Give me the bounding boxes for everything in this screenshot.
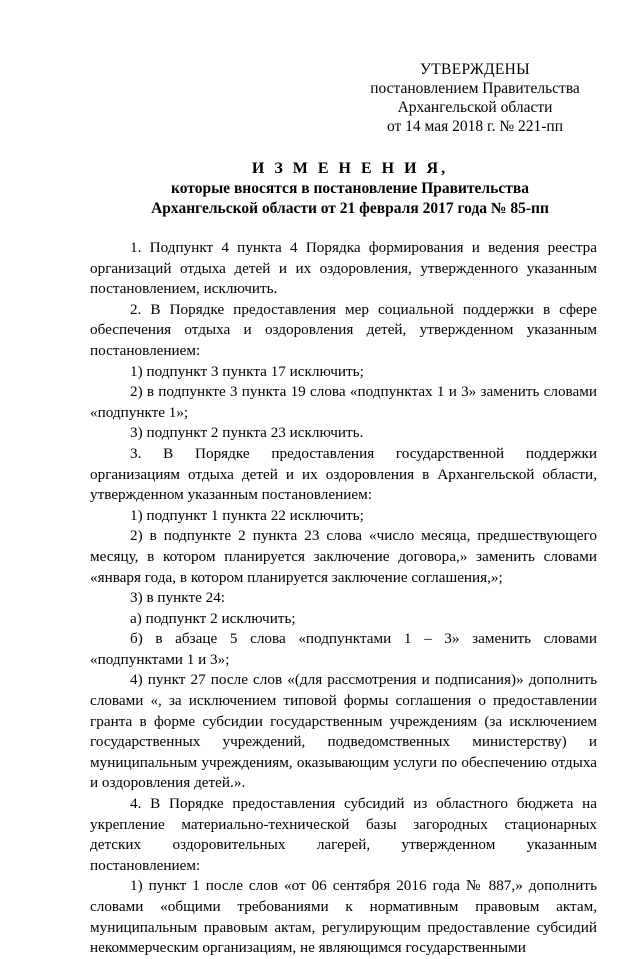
approval-line-region: Архангельской области [397, 99, 553, 116]
paragraph-3-item-1: 1) подпункт 1 пункта 22 исключить; [130, 506, 364, 524]
paragraph-2: 2. В Порядке предоставления мер социальной поддержки в сфере обеспечения отдыха и оздоровления детей, утвержденном указанным постановлением: [90, 300, 597, 359]
paragraph-3-item-3a: а) подпункт 2 исключить; [130, 609, 296, 627]
document-title [60, 159, 640, 219]
paragraph-3: 3. В Порядке предоставления государственной поддержки организациям отдыха детей и их оздоровления в Архангельской области, утвержденном указанным постановлением: [90, 444, 597, 504]
paragraph-4-item-1: 1) пункт 1 после слов «от 06 сентября 2016 года № 887,» дополнить словами «общими требованиями к нормативным правовым актам, муниципальным правовым актам, регулирующим предоставление субсидий некоммерческим организациям, не являющимся государственными [90, 877, 597, 957]
approval-line-date: от 14 мая 2018 г. № 221-пп [386, 118, 564, 135]
paragraph-3-item-3: 3) в пункте 24: [130, 589, 226, 607]
paragraph-1: 1. Подпункт 4 пункта 4 Порядка формирования и ведения реестра организаций отдыха детей и их оздоровления, утвержденного указанным постановлением, исключить. [90, 239, 597, 298]
title-subtitle-line-2: Архангельской области от 21 февраля 2017 года № 85-пп [151, 200, 549, 217]
paragraph-2-item-3: 3) подпункт 2 пункта 23 исключить. [130, 424, 364, 442]
paragraph-2-item-1: 1) подпункт 3 пункта 17 исключить; [130, 362, 364, 380]
paragraph-3-item-3b: б) в абзаце 5 слова «подпунктами 1 – 3» заменить словами «подпунктами 1 и 3»; [90, 630, 597, 668]
approval-label: УТВЕРЖДЕНЫ [420, 61, 530, 78]
paragraph-4: 4. В Порядке предоставления субсидий из областного бюджета на укрепление материально-технической базы загородных стационарных детских оздоровительных лагерей, утвержденном указанным постановлением: [90, 795, 597, 874]
approval-line-decree: постановлением Правительства [370, 80, 580, 97]
document-body [90, 238, 597, 959]
paragraph-2-item-2: 2) в подпункте 3 пункта 19 слова «подпунктах 1 и 3» заменить словами «подпункте 1»; [90, 383, 597, 421]
paragraph-3-item-4: 4) пункт 27 после слов «(для рассмотрения и подписания)» дополнить словами «, за исключением типовой формы соглашения о предоставлении гранта в форме субсидии государственным учреждениям (за исключением государственных учреждений, подведомственных министерству) и муниципальным учреждениям, оказывающим услуги по обеспечению отдыха и оздоровления детей.». [90, 671, 597, 792]
title-heading: И З М Е Н Е Н И Я, [251, 160, 449, 177]
title-subtitle-line-1: которые вносятся в постановление Правительства [171, 180, 529, 197]
approval-stamp [360, 60, 590, 136]
paragraph-3-item-2: 2) в подпункте 2 пункта 23 слова «число месяца, предшествующего месяцу, в котором планируется заключение договора,» заменить словами «января года, в котором планируется заключение соглашения,»; [90, 527, 597, 586]
